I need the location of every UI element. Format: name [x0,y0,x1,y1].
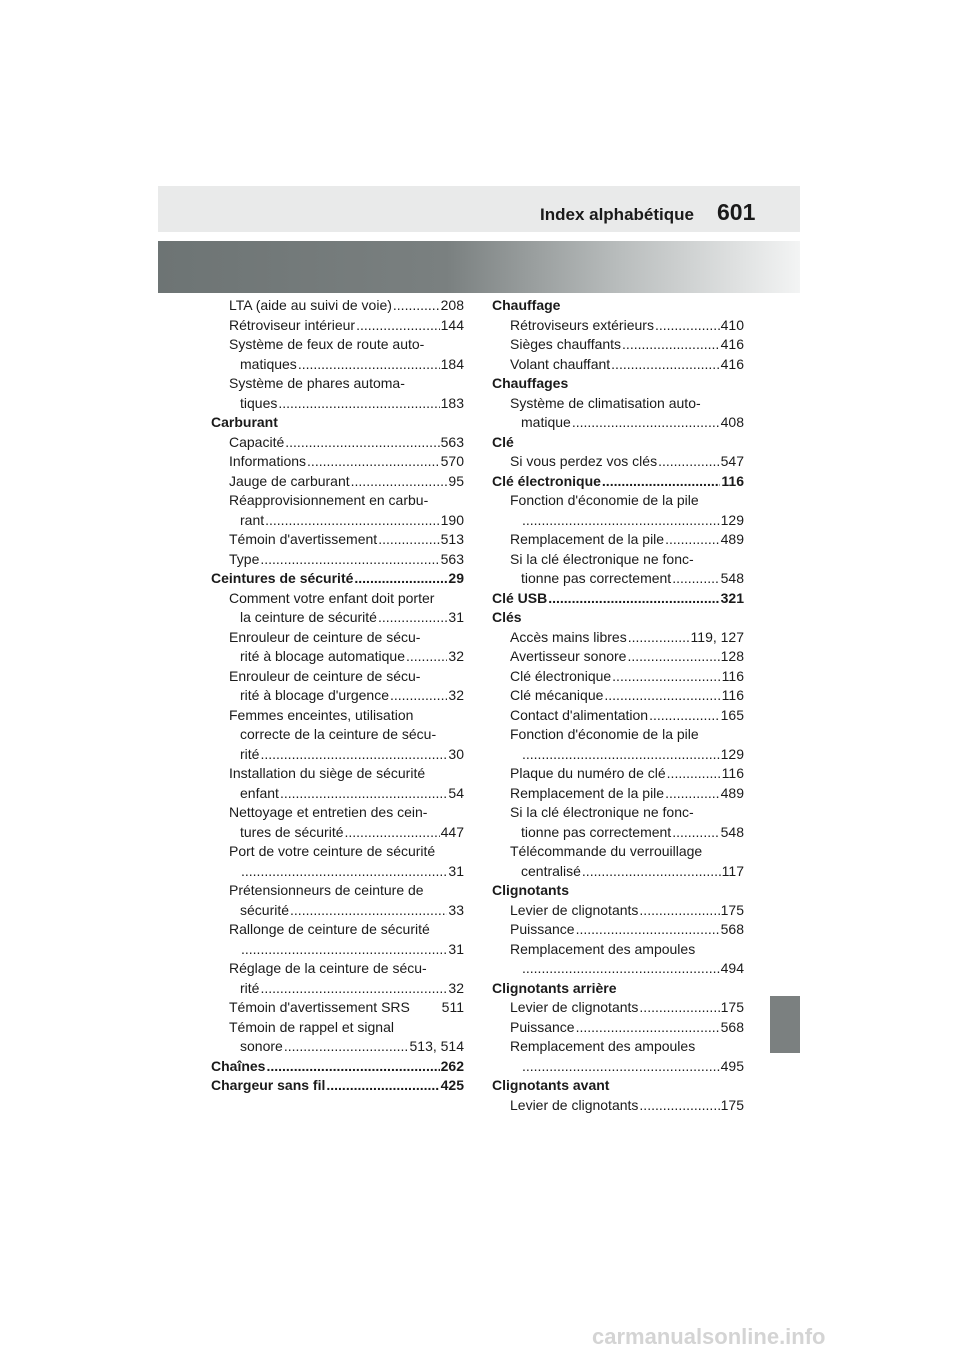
dot-leader [627,647,719,667]
index-entry [211,647,464,667]
index-entry [211,959,464,979]
entry-text: Chauffage [492,297,561,313]
dot-leader [522,511,720,531]
page-ref: 425 [440,1077,464,1093]
index-entry [211,550,464,570]
page-ref: 447 [440,823,464,840]
dot-leader [604,686,720,706]
index-heading [492,881,744,901]
dot-leader [345,823,440,843]
entry-text: Levier de clignotants [510,901,639,918]
entry-text: Clignotants [492,882,569,898]
index-entry [492,1057,744,1077]
index-entry [211,823,464,843]
page-ref: 116 [721,472,744,489]
index-entry [492,725,744,745]
dot-leader [326,1076,439,1096]
page-ref: 511 [441,999,464,1015]
header-bar [158,186,800,232]
dot-leader [582,862,721,882]
dot-leader [572,413,720,433]
entry-text: Levier de clignotants [510,999,639,1015]
index-heading [492,979,744,999]
index-entry [211,374,464,394]
entry-text: rité à blocage automatique [240,648,405,664]
entry-text: Rallonge de ceinture de sécurité [229,921,430,937]
dot-leader [378,530,439,550]
page-ref: 165 [720,706,744,723]
index-entry [492,394,744,414]
entry-text: Prétensionneurs de ceinture de [229,882,424,898]
index-entry [211,842,464,862]
page-ref: 32 [448,648,464,664]
entry-text: Témoin d'avertissement SRS [229,999,410,1015]
page-ref: 117 [721,862,744,879]
index-entry [492,959,744,979]
entry-text: tures de sécurité [240,823,344,840]
entry-text: Remplacement des ampoules [510,1038,696,1054]
entry-text: Sièges chauffants [510,336,622,352]
entry-text: Témoin de rappel et signal [229,1018,394,1035]
dot-leader [639,998,719,1018]
entry-text: Clé électronique [510,667,612,684]
dot-leader [622,335,720,355]
index-entry [492,511,744,531]
entry-text: Clé USB [492,589,548,606]
entry-text: matique [521,414,571,430]
entry-text: rité [240,745,260,762]
entry-text: Carburant [211,414,278,430]
index-entry [211,920,464,940]
entry-text: matiques [240,355,297,372]
entry-text: sonore [240,1038,283,1054]
index-entry [492,940,744,960]
index-entry [492,530,744,550]
entry-text: Remplacement de la pile [510,531,665,547]
section-title: Index alphabétique [540,205,694,224]
entry-text: centralisé [521,862,581,879]
entry-text: Témoin d'avertissement [229,531,378,547]
index-entry [211,764,464,784]
dot-leader [522,959,720,979]
dot-leader [576,920,720,940]
page-ref: 547 [720,453,744,469]
index-entry [492,335,744,355]
page-ref: 128 [720,648,744,664]
entry-text: Fonction d'économie de la pile [510,726,699,742]
index-entry [211,316,464,336]
index-heading [492,433,744,453]
entry-text: Clignotants arrière [492,979,617,996]
entry-text: Chaînes [211,1057,266,1074]
page-ref: 29 [448,570,464,586]
dot-leader [260,745,447,765]
index-entry [492,764,744,784]
index-entry [492,706,744,726]
entry-text: Enrouleur de ceinture de sécu- [229,628,421,645]
dot-leader [265,511,440,531]
index-entry [492,569,744,589]
index-entry [492,452,744,472]
index-entry [492,413,744,433]
entry-text: Accès mains libres [510,628,627,645]
index-entry [211,1018,464,1038]
index-entry [211,881,464,901]
entry-text: tiques [240,394,278,411]
page-ref: 116 [721,687,744,703]
entry-text: Plaque du numéro de clé [510,765,666,781]
dot-leader [602,472,720,492]
entry-text: tionne pas correctement [521,570,672,586]
index-entry [211,940,464,960]
dot-leader [266,1057,439,1077]
dot-leader [280,784,447,804]
page-ref: 513, 514 [409,1038,464,1054]
page-ref: 416 [720,355,744,372]
dot-leader [611,355,719,375]
index-entry [211,452,464,472]
dot-leader [260,979,447,999]
dot-leader [639,901,719,921]
dot-leader [241,862,447,882]
index-entry [492,803,744,823]
dot-leader [548,589,719,609]
dot-leader [354,569,447,589]
entry-text: Télécommande du verrouillage [510,843,703,859]
index-entry [211,803,464,823]
dot-leader [658,452,720,472]
page-ref: 30 [448,745,464,762]
entry-text: enfant [240,784,279,801]
entry-text: rant [240,511,265,528]
page-ref: 321 [720,589,744,606]
dot-leader [639,1096,719,1116]
dot-leader [378,608,447,628]
index-entry [211,998,464,1018]
index-entry [211,901,464,921]
index-entry [492,901,744,921]
dot-leader [390,686,447,706]
index-entry [211,1037,464,1057]
watermark: carmanualsonline.info [592,1324,826,1349]
index-heading [492,1076,744,1096]
page-ref: 129 [720,511,744,528]
dot-leader [649,706,720,726]
dot-leader [260,550,439,570]
index-entry [492,550,744,570]
dot-leader [665,530,720,550]
page-ref: 32 [448,979,464,996]
entry-text: rité à blocage d'urgence [240,687,389,703]
entry-text: Clé mécanique [510,687,604,703]
index-entry [492,862,744,882]
index-entry [211,335,464,355]
entry-text: sécurité [240,901,290,918]
index-entry [211,862,464,882]
entry-text: Informations [229,453,307,469]
page-ref: 570 [440,453,464,469]
index-entry [211,491,464,511]
dot-leader [522,745,720,765]
index-column-left [211,296,464,1096]
page-ref: 513 [440,531,464,547]
index-entry [211,530,464,550]
entry-text: rité [240,979,260,996]
dot-leader [612,667,721,687]
index-heading [211,569,464,589]
entry-text: Rétroviseurs extérieurs [510,316,654,333]
index-heading [211,413,464,433]
dot-leader [356,316,440,336]
entry-text: Chargeur sans fil [211,1077,326,1093]
entry-text: Système de climatisation auto- [510,394,701,411]
page-ref: 175 [720,999,744,1015]
index-entry [492,1018,744,1038]
entry-text: Système de phares automa- [229,375,405,391]
dot-leader [284,1037,409,1057]
dot-leader [285,433,439,453]
entry-text: Avertisseur sonore [510,648,627,664]
entry-text: Chauffages [492,375,569,391]
index-entry [211,706,464,726]
index-heading [492,374,744,394]
index-heading [492,589,744,609]
entry-text: Clé [492,433,514,450]
entry-text: Si la clé électronique ne fonc- [510,804,694,820]
dot-leader [278,394,439,414]
index-heading [492,296,744,316]
page-ref: 116 [721,765,744,781]
page-ref: 489 [720,784,744,801]
index-entry [492,686,744,706]
entry-text: Clignotants avant [492,1077,610,1093]
dot-leader [393,296,440,316]
dot-leader [672,823,719,843]
page-ref: 33 [448,901,464,918]
index-entry [211,355,464,375]
page-ref: 262 [440,1057,464,1074]
dot-leader [667,764,721,784]
entry-text: Nettoyage et entretien des cein- [229,804,428,820]
page-ref: 494 [720,960,744,976]
page-ref: 184 [440,355,464,372]
index-heading [211,1076,464,1096]
index-entry [492,647,744,667]
dot-leader [672,569,719,589]
index-entry [211,433,464,453]
page-ref: 119, 127 [690,628,744,645]
entry-text: Rétroviseur intérieur [229,316,356,333]
index-entry [492,316,744,336]
entry-text: Si la clé électronique ne fonc- [510,550,694,567]
index-entry [492,784,744,804]
page-ref: 495 [720,1057,744,1074]
index-entry [211,745,464,765]
entry-text: Jauge de carburant [229,472,350,489]
entry-text: Port de votre ceinture de sécurité [229,843,436,859]
index-entry [211,589,464,609]
index-entry [211,725,464,745]
index-entry [492,491,744,511]
index-entry [211,608,464,628]
index-entry [211,979,464,999]
dot-leader [351,472,448,492]
page-ref: 489 [720,531,744,547]
header-band [158,241,800,293]
entry-text: Clé électronique [492,472,601,489]
page-ref: 116 [721,667,744,684]
entry-text: Remplacement de la pile [510,784,665,801]
page-ref: 95 [448,472,464,489]
page-ref: 54 [448,784,464,801]
index-entry [492,842,744,862]
entry-text: Remplacement des ampoules [510,940,696,957]
dot-leader [522,1057,720,1077]
page-ref: 563 [440,550,464,567]
index-entry [211,667,464,687]
entry-text: Système de feux de route auto- [229,336,425,352]
entry-text: Type [229,550,260,567]
dot-leader [665,784,720,804]
page-ref: 129 [720,745,744,762]
page-ref: 416 [720,336,744,352]
dot-leader [406,647,447,667]
entry-text: correcte de la ceinture de sécu- [240,726,437,742]
page-ref: 563 [440,433,464,450]
page-ref: 548 [720,570,744,586]
chapter-tab [770,996,800,1053]
dot-leader [576,1018,720,1038]
index-entry [211,511,464,531]
index-entry [211,628,464,648]
index-heading [492,472,744,492]
index-entry [492,355,744,375]
page-ref: 183 [440,394,464,411]
entry-text: Réglage de la ceinture de sécu- [229,960,427,976]
entry-text: Installation du siège de sécurité [229,765,426,781]
page-ref: 548 [720,823,744,840]
index-entry [492,1096,744,1116]
index-entry [492,667,744,687]
entry-text: Enrouleur de ceinture de sécu- [229,667,421,684]
entry-text: Ceintures de sécurité [211,570,354,586]
page-ref: 175 [720,901,744,918]
dot-leader [628,628,690,648]
index-column-right [492,296,744,1115]
page-ref: 190 [440,511,464,528]
dot-leader [298,355,440,375]
entry-text: Fonction d'économie de la pile [510,492,699,508]
index-entry [211,472,464,492]
page-ref: 31 [448,609,464,625]
index-entry [211,296,464,316]
entry-text: Capacité [229,433,285,450]
entry-text: Réapprovisionnement en carbu- [229,492,429,508]
entry-text: Volant chauffant [510,355,611,372]
index-entry [492,920,744,940]
page-number: 601 [717,199,756,225]
entry-text: tionne pas correctement [521,823,672,840]
page-ref: 568 [720,1018,744,1035]
index-entry [492,998,744,1018]
page-ref: 568 [720,921,744,937]
index-entry [492,745,744,765]
page-ref: 31 [448,940,464,957]
entry-text: Levier de clignotants [510,1096,639,1113]
entry-text: Si vous perdez vos clés [510,453,658,469]
index-heading [211,1057,464,1077]
index-heading [492,608,744,628]
entry-text: Comment votre enfant doit porter [229,589,435,606]
index-entry [492,823,744,843]
page-ref: 408 [720,414,744,430]
entry-text: LTA (aide au suivi de voie) [229,297,392,313]
page-ref: 410 [720,316,744,333]
entry-text: la ceinture de sécurité [240,609,377,625]
page-ref: 31 [448,862,464,879]
entry-text: Clés [492,609,522,625]
dot-leader [307,452,440,472]
page-ref: 32 [448,687,464,703]
entry-text: Femmes enceintes, utilisation [229,706,414,723]
page-ref: 208 [440,297,464,313]
dot-leader [241,940,447,960]
index-entry [211,686,464,706]
page-ref: 175 [720,1096,744,1113]
index-entry [492,628,744,648]
index-entry [211,394,464,414]
dot-leader [290,901,447,921]
index-entry [492,1037,744,1057]
dot-leader [655,316,720,336]
page-ref: 144 [440,316,464,333]
entry-text: Puissance [510,921,575,937]
index-entry [211,784,464,804]
entry-text: Contact d'alimentation [510,706,649,723]
entry-text: Puissance [510,1018,575,1035]
